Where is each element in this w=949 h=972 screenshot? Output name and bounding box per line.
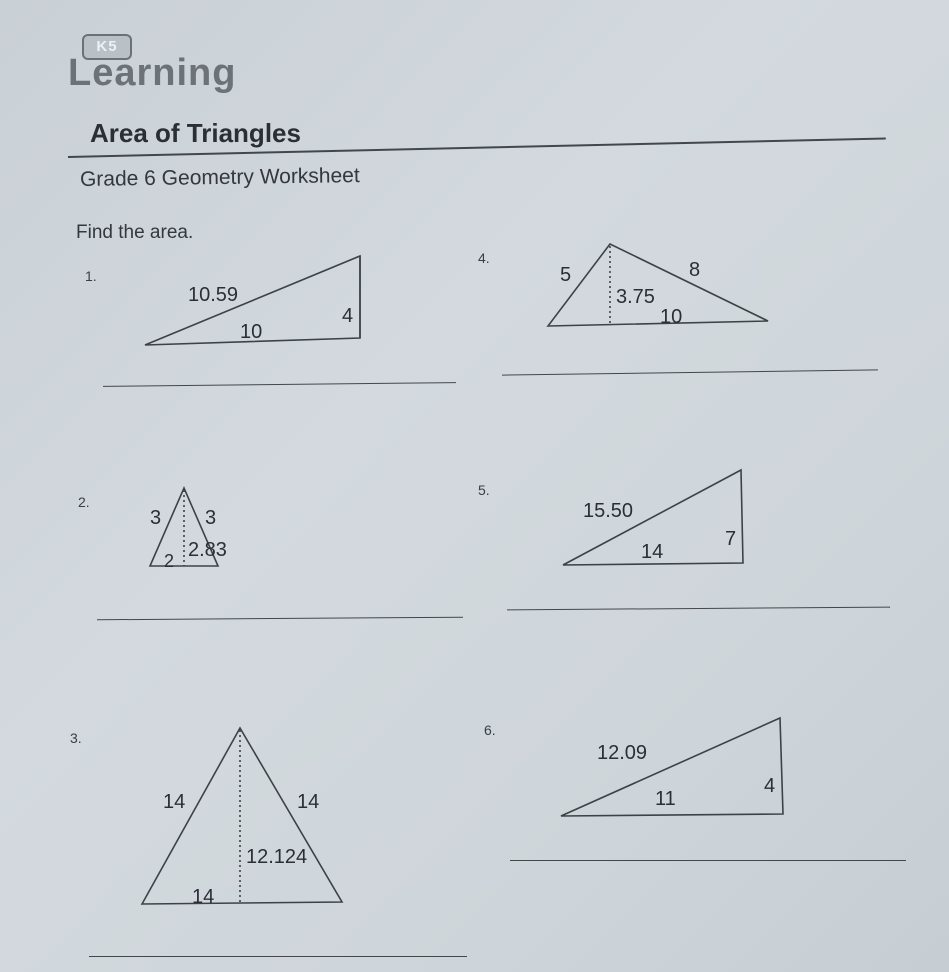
worksheet-title: Area of Triangles xyxy=(90,118,301,148)
problem-3-number: 3. xyxy=(70,730,82,746)
problem-2-number: 2. xyxy=(78,494,90,510)
problem-5-hyp-label: 15.50 xyxy=(583,500,634,522)
problem-6-height-label: 4 xyxy=(764,775,776,797)
problem-1-height-label: 4 xyxy=(342,305,354,327)
problem-1-base-label: 10 xyxy=(240,321,263,343)
problem-5-number: 5. xyxy=(478,482,490,498)
problem-5-height-label: 7 xyxy=(725,528,737,550)
triangle-4 xyxy=(548,244,768,326)
instruction-text: Find the area. xyxy=(76,222,194,243)
problem-6-base-label: 11 xyxy=(655,788,676,810)
worksheet-subtitle: Grade 6 Geometry Worksheet xyxy=(79,164,360,191)
triangle-3 xyxy=(142,728,342,904)
problem-4-left-label: 5 xyxy=(560,264,572,286)
problem-1-number: 1. xyxy=(85,268,97,284)
problem-6-hyp-label: 12.09 xyxy=(597,742,648,764)
problem-5-base-label: 14 xyxy=(641,541,664,563)
logo-badge: K5 xyxy=(82,34,132,60)
problem-6-number: 6. xyxy=(484,722,496,738)
problem-3-height-label: 12.124 xyxy=(246,846,308,868)
problem-2-height-label: 2.83 xyxy=(188,539,227,561)
problem-3-right-label: 14 xyxy=(297,791,320,813)
logo-wordmark: Learning xyxy=(68,52,237,94)
problem-4-base-label: 10 xyxy=(660,306,683,328)
problem-3-base-label: 14 xyxy=(192,886,215,908)
answer-line-6 xyxy=(510,860,906,861)
answer-line-3 xyxy=(89,956,467,957)
problem-4-height-label: 3.75 xyxy=(616,286,655,308)
problem-4-right-label: 8 xyxy=(689,259,701,281)
problem-3-left-label: 14 xyxy=(163,791,186,813)
problem-2-right-label: 3 xyxy=(205,507,217,529)
problem-2-base-label: 2 xyxy=(164,551,175,571)
problem-1-hyp-label: 10.59 xyxy=(188,284,239,306)
problem-2-left-label: 3 xyxy=(150,507,162,529)
problem-4-number: 4. xyxy=(478,250,490,266)
